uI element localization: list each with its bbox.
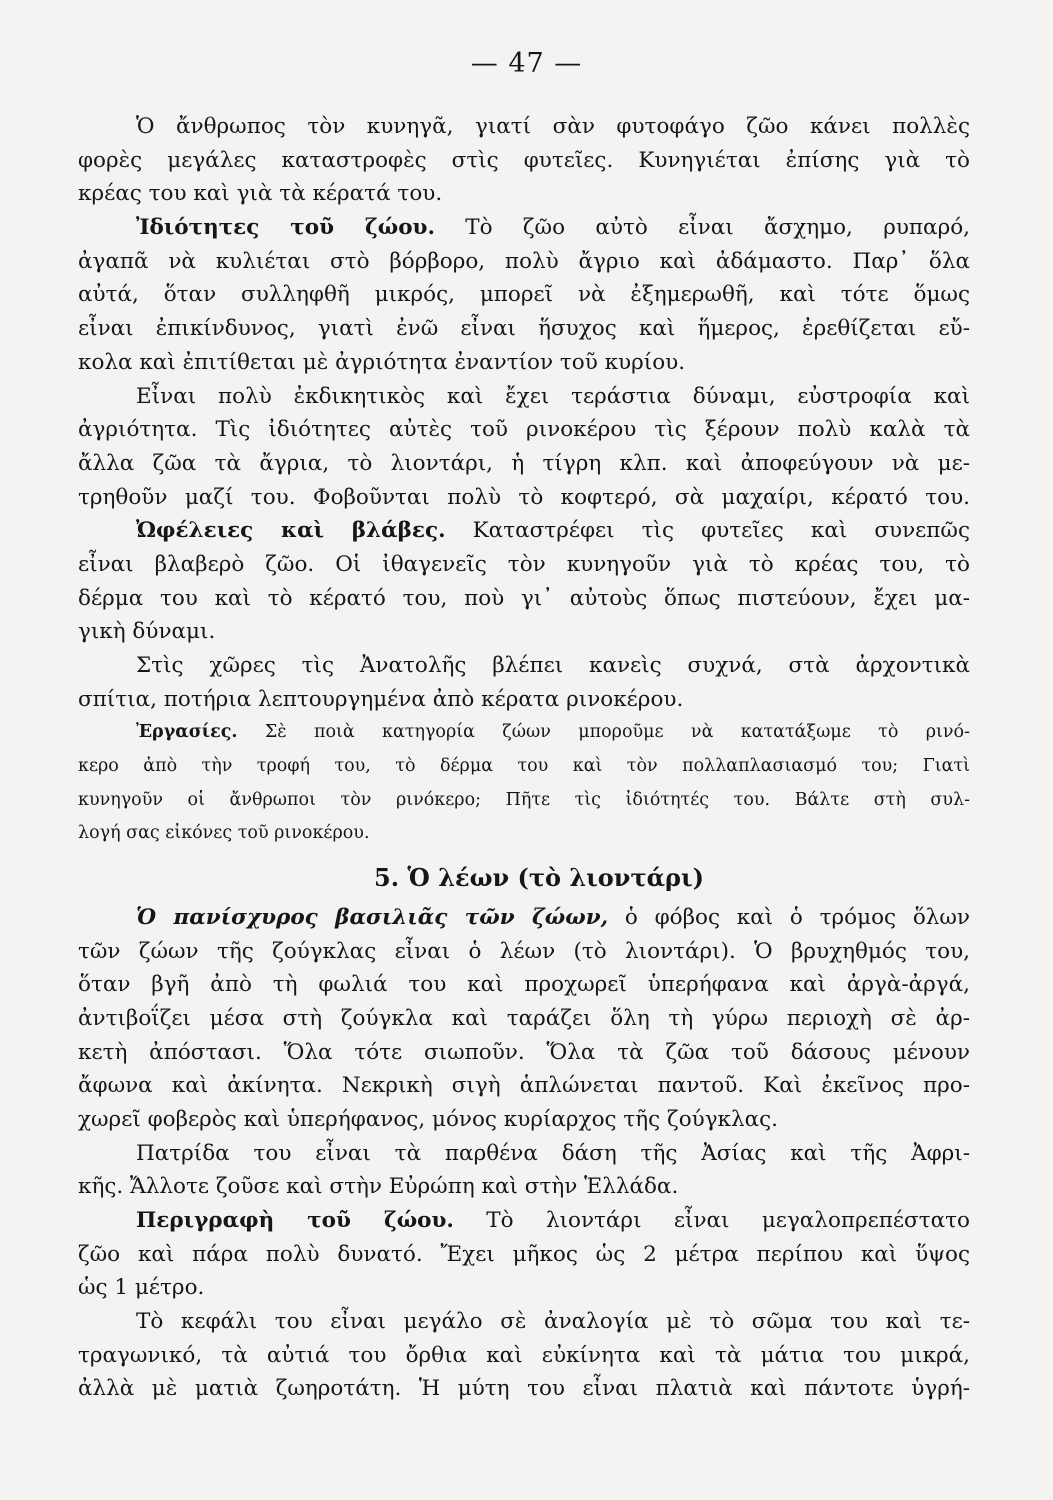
text-line bbox=[78, 514, 970, 548]
text-run: Τὸ ζῶο αὐτὸ εἶναι ἄσχημο, ρυπαρό, bbox=[465, 215, 970, 241]
text-line: Ὁ ἄνθρωπος τὸν κυνηγᾶ, γιατί σὰν φυτοφάγο ζῶο κάνει πολλὲς bbox=[136, 114, 970, 139]
paragraph-east bbox=[78, 649, 970, 716]
paragraph-benefits bbox=[78, 514, 970, 649]
text-line: λογή σας εἰκόνες τοῦ ρινοκέρου. bbox=[78, 823, 370, 844]
text-line: εἶναι ἐπικίνδυνος, γιατὶ ἐνῶ εἶναι ἥσυχος καὶ ἥμερος, ἐρεθίζεται εὔ- bbox=[78, 316, 970, 342]
text-line: Πατρίδα του εἶναι τὰ παρθένα δάση τῆς Ἀσίας καὶ τῆς Ἀφρι- bbox=[136, 1140, 970, 1166]
text-line bbox=[78, 901, 970, 935]
text-line: ἀγαπᾶ νὰ κυλιέται στὸ βόρβορο, πολὺ ἄγριο καὶ ἀδάμαστο. Παρ᾽ ὅλα bbox=[78, 248, 970, 274]
text-line bbox=[78, 211, 970, 245]
subheading-benefits: Ὠφέλειες καὶ βλάβες. bbox=[136, 518, 446, 544]
text-line: κετὴ ἀπόστασι. Ὅλα τότε σιωποῦν. Ὅλα τὰ ζῶα τοῦ δάσους μένουν bbox=[78, 1039, 970, 1065]
text-line: ζῶο καὶ πάρα πολὺ δυνατό. Ἔχει μῆκος ὡς 2 μέτρα περίπου καὶ ὕψος bbox=[78, 1241, 970, 1267]
text-line bbox=[78, 1204, 970, 1238]
text-line: Τὸ κεφάλι του εἶναι μεγάλο σὲ ἀναλογία μὲ τὸ σῶμα του καὶ τε- bbox=[136, 1309, 970, 1335]
text-line: εἶναι βλαβερὸ ζῶο. Οἱ ἰθαγενεῖς τὸν κυνηγοῦν γιὰ τὸ κρέας του, τὸ bbox=[78, 551, 970, 577]
paragraph-exercises bbox=[78, 716, 970, 851]
text-line: Εἶναι πολὺ ἐκδικητικὸς καὶ ἔχει τεράστια δύναμι, εὐστροφία καὶ bbox=[136, 383, 970, 409]
text-line: τρηθοῦν μαζί του. Φοβοῦνται πολὺ τὸ κοφτερό, σὰ μαχαίρι, κέρατό του. bbox=[78, 484, 970, 510]
text-line: Στὶς χῶρες τὶς Ἀνατολῆς βλέπει κανεὶς συχνά, στὰ ἀρχοντικὰ bbox=[136, 653, 970, 678]
text-line: τραγωνικό, τὰ αὐτιά του ὄρθια καὶ εὐκίνητα καὶ τὰ μάτια του μικρά, bbox=[78, 1342, 970, 1368]
paragraph-description bbox=[78, 1204, 970, 1305]
text-line: χωρεῖ φοβερὸς καὶ ὑπερήφανος, μόνος κυρίαρχος τῆς ζούγκλας. bbox=[78, 1106, 779, 1132]
text-run: Σὲ ποιὰ κατηγορία ζώων μποροῦμε νὰ κατατάξωμε τὸ ρινό- bbox=[264, 722, 970, 743]
text-run: ὁ φόβος καὶ ὁ τρόμος ὅλων bbox=[624, 904, 970, 930]
paragraph-hunting bbox=[78, 110, 970, 211]
paragraph-head bbox=[78, 1305, 970, 1406]
text-line: κῆς. Ἄλλοτε ζοῦσε καὶ στὴν Εὐρώπη καὶ στὴν Ἑλλάδα. bbox=[78, 1174, 679, 1200]
section-title: 5. Ὁ λέων (τὸ λιοντάρι) bbox=[374, 863, 704, 893]
text-line: κολα καὶ ἐπιτίθεται μὲ ἀγριότητα ἐναντίον τοῦ κυρίου. bbox=[78, 349, 686, 375]
text-body bbox=[78, 110, 970, 1406]
subheading-description: Περιγραφὴ τοῦ ζώου. bbox=[136, 1208, 454, 1233]
text-line: ἀλλὰ μὲ ματιὰ ζωηροτάτη. Ἡ μύτη του εἶναι πλατιὰ καὶ πάντοτε ὑγρή- bbox=[78, 1376, 970, 1402]
text-line: ἄλλα ζῶα τὰ ἄγρια, τὸ λιοντάρι, ἡ τίγρη κλπ. καὶ ἀποφεύγουν νὰ με- bbox=[78, 450, 970, 476]
text-line bbox=[78, 716, 970, 750]
text-line: ἀγριότητα. Τὶς ἰδιότητες αὐτὲς τοῦ ρινοκέρου τὶς ξέρουν πολὺ καλὰ τὰ bbox=[78, 417, 970, 443]
subheading-properties: Ἰδιότητες τοῦ ζώου. bbox=[136, 215, 435, 241]
text-line: κερο ἀπὸ τὴν τροφή του, τὸ δέρμα του καὶ τὸν πολλαπλασιασμό του; Γιατὶ bbox=[78, 756, 970, 777]
paragraph-homeland bbox=[78, 1137, 970, 1204]
paragraph-properties bbox=[78, 211, 970, 379]
text-line: ὡς 1 μέτρο. bbox=[78, 1275, 205, 1301]
text-run: Καταστρέφει τὶς φυτεῖες καὶ συνεπῶς bbox=[472, 518, 970, 544]
text-line: κρέας του καὶ γιὰ τὰ κέρατά του. bbox=[78, 181, 443, 207]
subheading-exercises: Ἐργασίες. bbox=[136, 722, 238, 743]
text-line: σπίτια, ποτήρια λεπτουργημένα ἀπὸ κέρατα ρινοκέρου. bbox=[78, 686, 684, 712]
text-line: τῶν ζώων τῆς ζούγκλας εἶναι ὁ λέων (τὸ λιοντάρι). Ὁ βρυχηθμός του, bbox=[78, 938, 970, 964]
text-run: Τὸ λιοντάρι εἶναι μεγαλοπρεπέστατο bbox=[486, 1208, 970, 1233]
subheading-lion-king: Ὁ πανίσχυρος βασιλιᾶς τῶν ζώων, bbox=[136, 904, 609, 930]
text-line: ἄφωνα καὶ ἀκίνητα. Νεκρικὴ σιγὴ ἁπλώνεται παντοῦ. Καὶ ἐκεῖνος προ- bbox=[78, 1073, 970, 1099]
paragraph-lion-intro bbox=[78, 901, 970, 1137]
text-line: δέρμα του καὶ τὸ κέρατό του, ποὺ γι᾽ αὐτοὺς ὅπως πιστεύουν, ἔχει μα- bbox=[78, 585, 970, 611]
page-number: — 47 — bbox=[470, 48, 583, 79]
text-line: ὅταν βγῆ ἀπὸ τὴ φωλιά του καὶ προχωρεῖ ὑπερήφανα καὶ ἀργὰ-ἀργά, bbox=[78, 972, 970, 998]
text-line: κυνηγοῦν οἱ ἄνθρωποι τὸν ρινόκερο; Πῆτε τὶς ἰδιότητές του. Βάλτε στὴ συλ- bbox=[78, 789, 970, 810]
text-line: ἀντιβοΐζει μέσα στὴ ζούγκλα καὶ ταράζει ὅλη τὴ γύρω περιοχὴ σὲ ἀρ- bbox=[78, 1005, 970, 1031]
text-line: φορὲς μεγάλες καταστροφὲς στὶς φυτεῖες. Κυνηγιέται ἐπίσης γιὰ τὸ bbox=[78, 147, 970, 173]
text-line: αὐτά, ὅταν συλληφθῆ μικρός, μπορεῖ νὰ ἐξημερωθῆ, καὶ τότε ὅμως bbox=[78, 282, 970, 308]
text-line: γικὴ δύναμι. bbox=[78, 619, 216, 645]
paragraph-vengeful bbox=[78, 380, 970, 515]
